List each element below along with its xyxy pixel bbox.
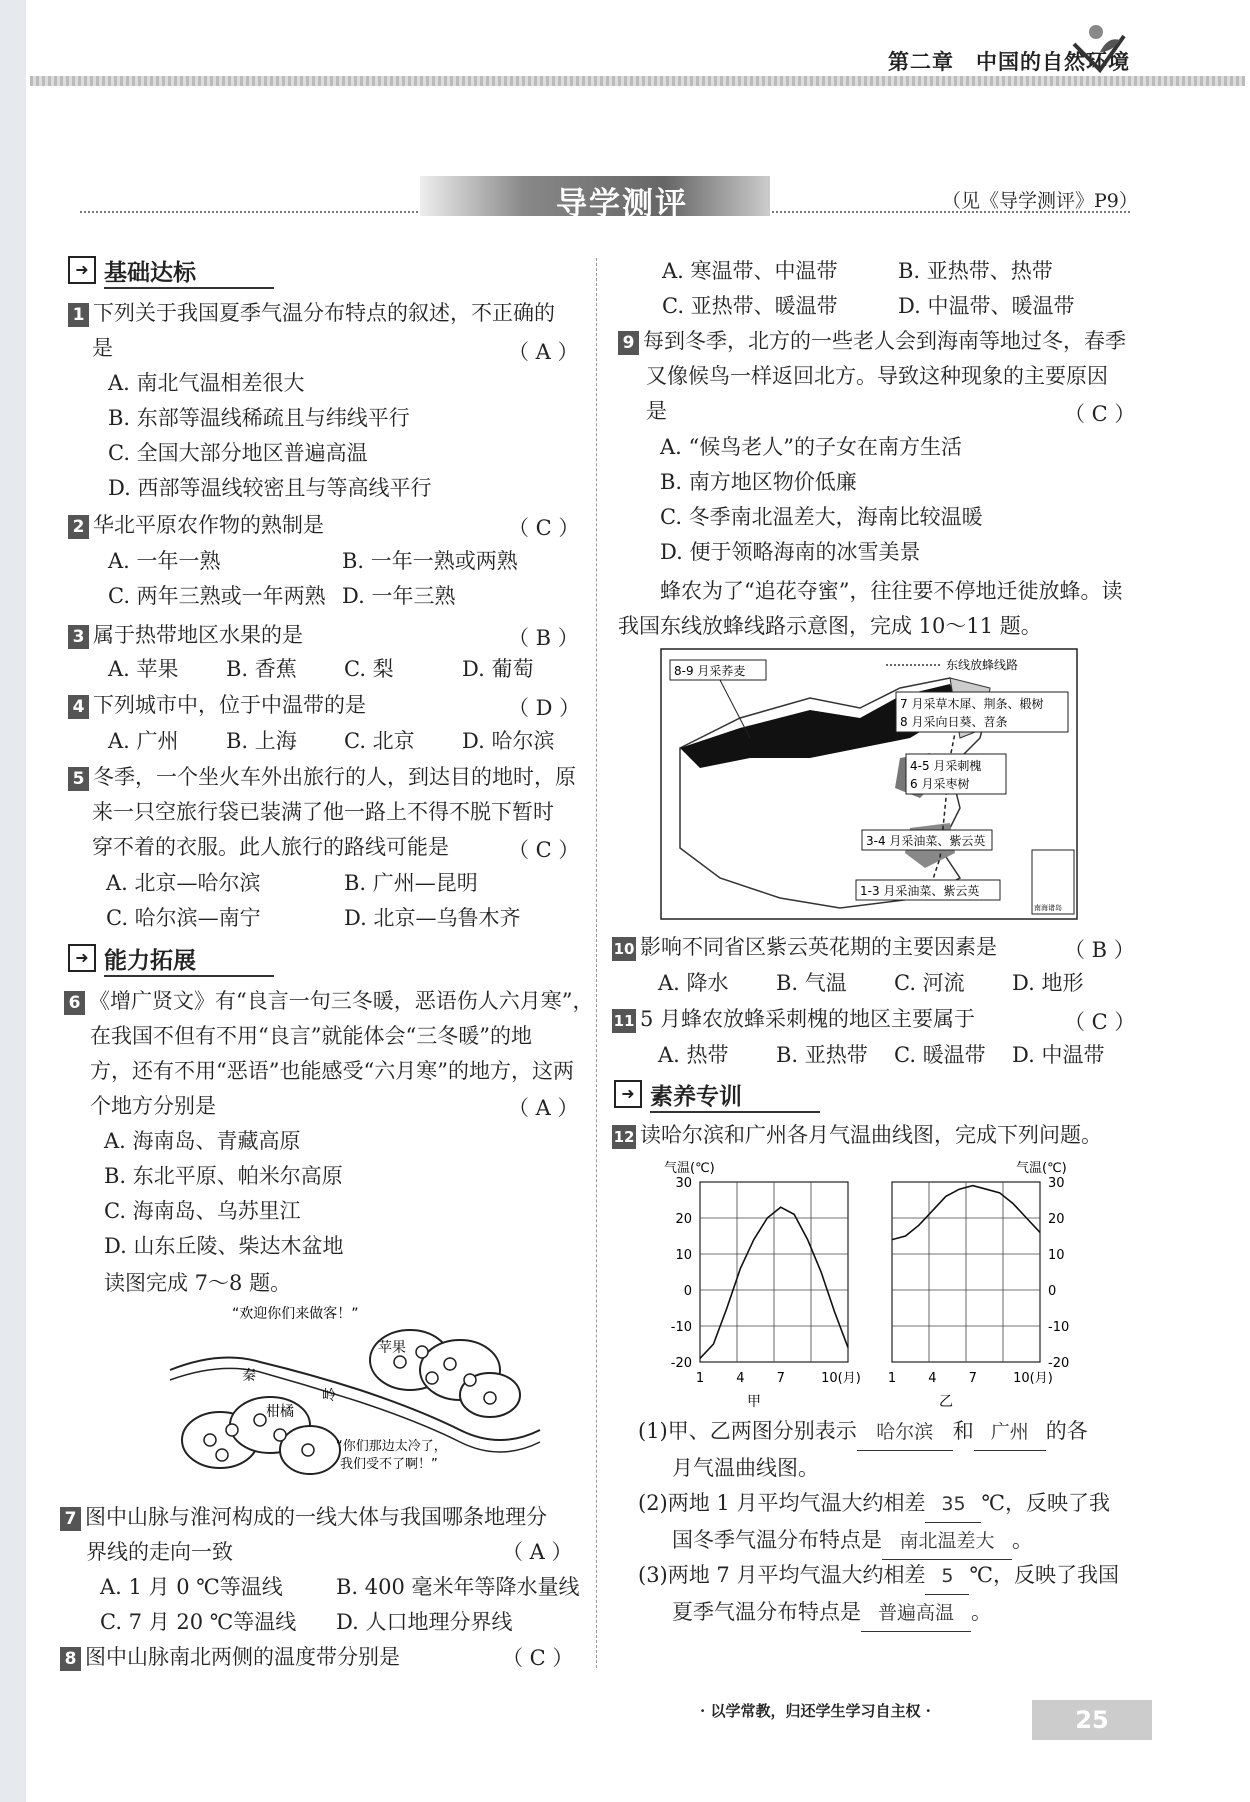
map-box-3b: 6 月采枣树	[910, 777, 970, 791]
question-2: 2 华北平原农作物的熟制是	[68, 508, 324, 543]
bee-route-map	[660, 648, 1078, 920]
question-4: 4 下列城市中，位于中温带的是	[68, 688, 366, 723]
y-tick-label: 0	[1048, 1284, 1057, 1299]
arrow-icon: ➜	[68, 256, 96, 284]
label-orange: 柑橘	[266, 1404, 294, 1420]
answer-12-2b: 南北温差大	[882, 1524, 1012, 1560]
temperature-charts	[660, 1152, 1120, 1414]
answer-12-1a: 哈尔滨	[857, 1415, 953, 1451]
chart-yi	[888, 1161, 1069, 1410]
y-tick-label: 30	[675, 1176, 692, 1191]
section-basic: ➜ 基础达标	[68, 254, 274, 289]
y-tick-label: 10	[675, 1248, 692, 1263]
y-tick-label: -10	[670, 1320, 692, 1335]
q10-options: A. 降水 B. 气温 C. 河流 D. 地形	[658, 971, 1084, 995]
q8-options: A. 寒温带、中温带 B. 亚热带、热带 C. 亚热带、暖温带 D. 中温带、暖温带	[662, 259, 1075, 318]
read-7-8: 读图完成 7～8 题。	[104, 1271, 292, 1295]
chart-jia	[664, 1161, 861, 1410]
y-axis-label: 气温(℃)	[1016, 1161, 1067, 1176]
x-tick-label: 4	[928, 1371, 937, 1386]
answer-9: （ C ）	[1064, 402, 1136, 426]
chapter-number: 第二章	[888, 50, 954, 74]
question-8: 8 图中山脉南北两侧的温度带分别是	[60, 1640, 400, 1675]
map-box-2a: 7 月采草木犀、荆条、椴树	[900, 697, 1044, 711]
x-tick-label: 7	[776, 1371, 785, 1386]
label-ling: 岭	[322, 1388, 336, 1404]
question-3: 3 属于热带地区水果的是	[68, 618, 303, 653]
qinling-cartoon	[160, 1300, 580, 1490]
x-tick-label: 7	[968, 1371, 977, 1386]
banner-title: 导学测评	[556, 186, 688, 222]
y-tick-label: -20	[1048, 1356, 1070, 1371]
x-tick-label: 10(月)	[1013, 1371, 1053, 1386]
answer-7: （ A ）	[502, 1540, 573, 1564]
section-ability: ➜ 能力拓展	[68, 942, 274, 977]
map-box-2b: 8 月采向日葵、苕条	[900, 715, 1008, 729]
answer-8: （ C ）	[502, 1646, 574, 1670]
y-tick-label: 20	[675, 1212, 692, 1227]
x-tick-label: 1	[887, 1371, 897, 1386]
q12-part-3: (3)两地 7 月平均气温大约相差 5 ℃，反映了我国 夏季气温分布特点是 普遍高温 。	[638, 1558, 1138, 1632]
y-axis-label: 气温(℃)	[664, 1161, 715, 1176]
banner-reference: （见《导学测评》P9）	[942, 190, 1138, 212]
answer-2: （ C ）	[508, 516, 580, 540]
x-tick-label: 10(月)	[821, 1371, 861, 1386]
map-legend: 东线放蜂线路	[946, 658, 1019, 672]
map-box-4: 3-4 月采油菜、紫云英	[866, 834, 986, 848]
answer-12-2a: 35	[925, 1487, 981, 1523]
question-7: 7 图中山脉与淮河构成的一线大体与我国哪条地理分 界线的走向一致	[60, 1500, 590, 1570]
answer-1: （ A ）	[508, 340, 579, 364]
publisher-logo-icon	[1072, 22, 1126, 74]
answer-3: （ B ）	[508, 626, 579, 650]
answer-10: （ B ）	[1064, 938, 1135, 962]
arrow-icon: ➜	[614, 1080, 642, 1108]
cartoon-reply-1: “你们那边太冷了，	[336, 1439, 447, 1454]
question-11: 11 5 月蜂农放蜂采刺槐的地区主要属于	[613, 1007, 976, 1031]
label-apple: 苹果	[378, 1340, 406, 1356]
q4-options: A. 广州 B. 上海 C. 北京 D. 哈尔滨	[108, 729, 555, 753]
y-tick-label: 20	[1048, 1212, 1065, 1227]
intro-10-11: 蜂农为了“追花夺蜜”，往往要不停地迁徙放蜂。读 我国东线放蜂线路示意图，完成 10～11 题。	[618, 579, 1123, 638]
x-tick-label: 4	[736, 1371, 745, 1386]
chapter-title: 中国的自然环境	[976, 50, 1130, 74]
chart-title: 甲	[747, 1394, 761, 1410]
q5-options: A. 北京—哈尔滨 B. 广州—昆明 C. 哈尔滨—南宁 D. 北京—乌鲁木齐	[106, 871, 521, 930]
map-inset-label: 南海诸岛	[1034, 904, 1062, 912]
label-qin: 秦	[242, 1368, 256, 1384]
answer-12-3b: 普遍高温	[861, 1596, 971, 1632]
q7-options: A. 1 月 0 ℃等温线 B. 400 毫米年等降水量线 C. 7 月 20 ℃等温线 D. 人口地理分界线	[100, 1575, 580, 1634]
header-rule	[30, 76, 1245, 86]
y-tick-label: -20	[670, 1356, 692, 1371]
question-5: 5 冬季，一个坐火车外出旅行的人，到达目的地时，原 来一只空旅行袋已装满了他一路上不得不脱下暂时 穿不着的衣服。此人旅行的路线可能是	[68, 760, 588, 865]
column-divider	[596, 258, 597, 1668]
answer-12-3a: 5	[925, 1559, 969, 1595]
section-literacy: ➜ 素养专训	[614, 1078, 820, 1113]
question-12: 12 读哈尔滨和广州各月气温曲线图，完成下列问题。	[613, 1123, 1102, 1147]
arrow-icon: ➜	[68, 944, 96, 972]
q6-options: A. 海南岛、青藏高原 B. 东北平原、帕米尔高原 C. 海南岛、乌苏里江 D. 山东丘陵、柴达木盆地	[104, 1129, 344, 1258]
y-tick-label: 30	[1048, 1176, 1065, 1191]
question-10: 10 影响不同省区紫云英花期的主要因素是	[613, 935, 997, 959]
answer-12-1b: 广州	[974, 1415, 1046, 1451]
map-box-3a: 4-5 月采刺槐	[910, 759, 982, 773]
cartoon-welcome: “欢迎你们来做客！”	[232, 1306, 359, 1322]
y-tick-label: 0	[683, 1284, 692, 1299]
q12-part-2: (2)两地 1 月平均气温大约相差 35 ℃，反映了我 国冬季气温分布特点是 南北温差大 。	[638, 1486, 1138, 1560]
q1-options: A. 南北气温相差很大 B. 东部等温线稀疏且与纬线平行 C. 全国大部分地区普遍高温 D. 西部等温线较密且与等高线平行	[108, 371, 432, 500]
page-number: 25	[1032, 1700, 1152, 1740]
q3-options: A. 苹果 B. 香蕉 C. 梨 D. 葡萄	[108, 657, 534, 681]
cartoon-reply-2: 我们受不了啊！”	[340, 1457, 438, 1472]
answer-4: （ D ）	[508, 696, 581, 720]
q12-part-1: (1)甲、乙两图分别表示 哈尔滨 和 广州 的各 月气温曲线图。	[638, 1414, 1138, 1486]
q11-options: A. 热带 B. 亚热带 C. 暖温带 D. 中温带	[658, 1043, 1105, 1067]
chart-title: 乙	[939, 1394, 953, 1410]
q9-options: A. “候鸟老人”的子女在南方生活 B. 南方地区物价低廉 C. 冬季南北温差大，海南比较温暖 D. 便于领略海南的冰雪美景	[660, 435, 983, 564]
question-6: 6 《增广贤文》有“良言一句三冬暖，恶语伤人六月寒”， 在我国不但有不用“良言”就能体会“三冬暖”的地 方，还有不用“恶语”也能感受“六月寒”的地方，这两 个地方分别是	[64, 984, 594, 1124]
y-tick-label: -10	[1048, 1320, 1070, 1335]
y-tick-label: 10	[1048, 1248, 1065, 1263]
x-tick-label: 1	[695, 1371, 705, 1386]
answer-5: （ C ）	[508, 838, 580, 862]
q2-options: A. 一年一熟 B. 一年一熟或两熟 C. 两年三熟或一年两熟 D. 一年三熟	[108, 549, 518, 608]
answer-6: （ A ）	[508, 1096, 579, 1120]
footer-motto: · 以学常教，归还学生学习自主权 ·	[700, 1702, 931, 1720]
question-1: 1 下列关于我国夏季气温分布特点的叙述，不正确的 是	[68, 296, 578, 366]
question-9: 9 每到冬季，北方的一些老人会到海南等地过冬，春季 又像候鸟一样返回北方。导致这种现象的主要原因 是	[618, 324, 1138, 429]
book-spine	[0, 0, 26, 1802]
map-box-1: 8-9 月采荞麦	[674, 664, 746, 678]
map-box-5: 1-3 月采油菜、紫云英	[860, 884, 980, 898]
answer-11: （ C ）	[1064, 1010, 1136, 1034]
